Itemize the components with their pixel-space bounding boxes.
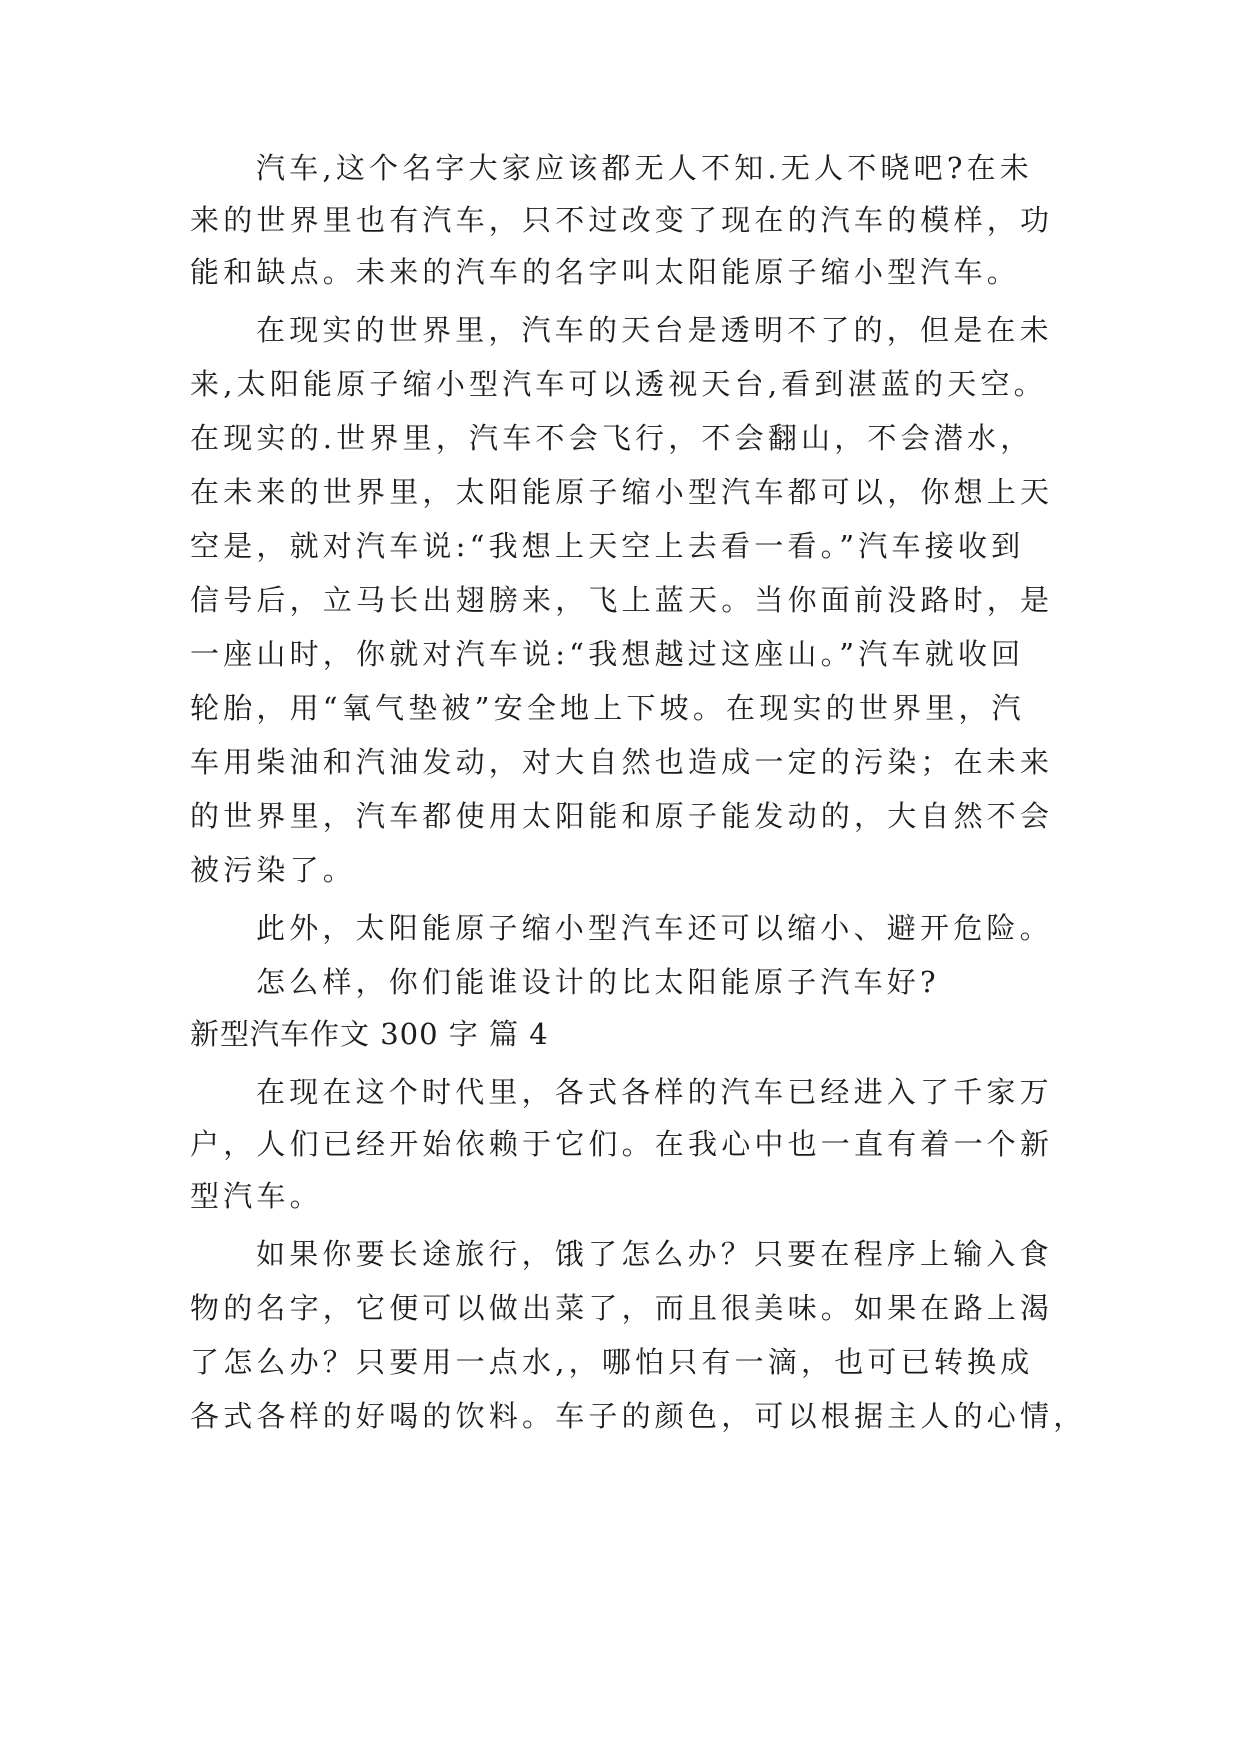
- paragraph-line: 怎么样，你们能谁设计的比太阳能原子汽车好?: [256, 965, 940, 999]
- paragraph-line: 轮胎，用“氧气垫被”安全地上下坡。在现实的世界里，汽: [190, 691, 1025, 725]
- paragraph-line: 各式各样的好喝的饮料。车子的颜色，可以根据主人的心情，: [190, 1399, 1087, 1433]
- paragraph-line: 了怎么办？只要用一点水,，哪怕只有一滴，也可已转换成: [190, 1345, 1034, 1379]
- paragraph-line: 在现在这个时代里，各式各样的汽车已经进入了千家万: [256, 1075, 1053, 1109]
- paragraph-line: 型汽车。: [190, 1179, 323, 1213]
- paragraph-line: 能和缺点。未来的汽车的名字叫太阳能原子缩小型汽车。: [190, 255, 1021, 289]
- paragraph-line: 被污染了。: [190, 853, 357, 887]
- paragraph-line: 在现实的世界里，汽车的天台是透明不了的，但是在未: [256, 313, 1053, 347]
- paragraph-line: 的世界里，汽车都使用太阳能和原子能发动的，大自然不会: [190, 799, 1054, 833]
- paragraph-line: 此外，太阳能原子缩小型汽车还可以缩小、避开危险。: [256, 911, 1053, 945]
- paragraph-line: 如果你要长途旅行，饿了怎么办？只要在程序上输入食: [256, 1237, 1053, 1271]
- paragraph-line: 信号后，立马长出翅膀来，飞上蓝天。当你面前没路时，是: [190, 583, 1054, 617]
- paragraph-line: 来的世界里也有汽车，只不过改变了现在的汽车的模样，功: [190, 203, 1054, 237]
- paragraph-line: 车用柴油和汽油发动，对大自然也造成一定的污染；在未来: [190, 745, 1054, 779]
- paragraph-line: 一座山时，你就对汽车说:“我想越过这座山。”汽车就收回: [190, 637, 1025, 671]
- paragraph-line: 在现实的.世界里，汽车不会飞行，不会翻山，不会潜水，: [190, 421, 1034, 455]
- paragraph-line: 汽车,这个名字大家应该都无人不知.无人不晓吧?在未: [256, 151, 1033, 185]
- paragraph-line: 物的名字，它便可以做出菜了，而且很美味。如果在路上渴: [190, 1291, 1054, 1325]
- paragraph-line: 户，人们已经开始依赖于它们。在我心中也一直有着一个新: [190, 1127, 1054, 1161]
- paragraph-line: 在未来的世界里，太阳能原子缩小型汽车都可以，你想上天: [190, 475, 1054, 509]
- section-heading: 新型汽车作文 300 字 篇 4: [190, 1017, 549, 1051]
- paragraph-line: 来,太阳能原子缩小型汽车可以透视天台,看到湛蓝的天空。: [190, 367, 1047, 401]
- paragraph-line: 空是，就对汽车说:“我想上天空上去看一看。”汽车接收到: [190, 529, 1025, 563]
